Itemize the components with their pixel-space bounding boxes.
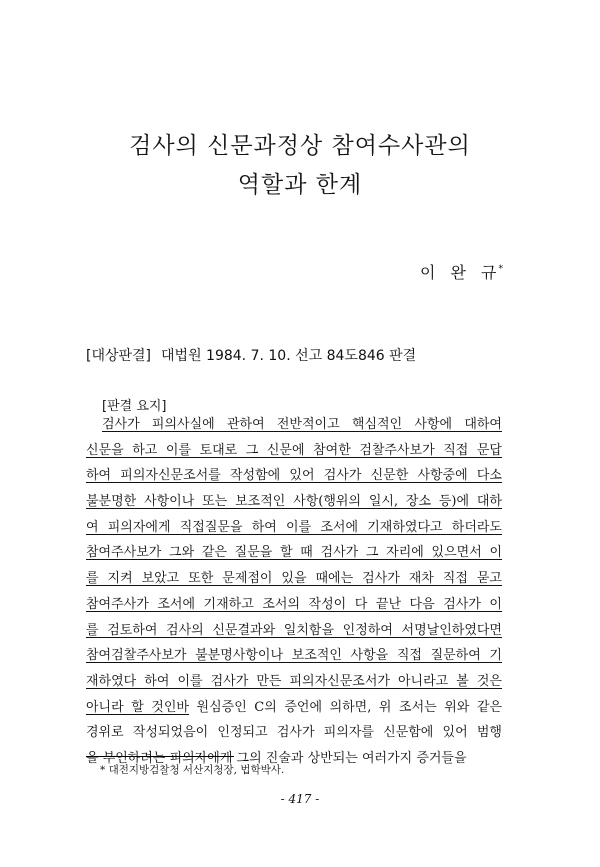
- footnote-divider: [86, 756, 234, 757]
- underlined-text: 신문을 하고 이를 토대로 그 신문에 참여한 검찰주사보가 직접 문답: [86, 442, 502, 458]
- body-line: [86, 412, 502, 438]
- body-line: [86, 515, 502, 541]
- author: [420, 260, 503, 283]
- body-line: [86, 489, 502, 515]
- underlined-text: 아니라 할 것인바: [86, 699, 189, 715]
- underlined-text: 참여주사보가 그와 같은 질문을 할 때 검사가 그 자리에 있으면서 이: [86, 545, 502, 561]
- summary-body: [86, 412, 502, 772]
- underlined-text: 재하였다 하여 이를 검사가 만든 피의자신문조서가 아니라고 볼 것은: [86, 673, 502, 689]
- underlined-text: 하여 피의자신문조서를 작성함에 있어 검사가 신문한 사항중에 다소: [86, 468, 502, 484]
- author-footnote-mark: *: [498, 264, 503, 275]
- plain-text: 을 부인하려는 피의자에게 그의 진술과 상반되는 여러가지 증거들을: [86, 750, 467, 766]
- case-reference-tag: [대상판결]: [86, 348, 152, 364]
- paper-title-line-2: 역할과 한계: [237, 172, 363, 198]
- author-name: 이 완 규: [419, 263, 499, 282]
- plain-text: 경위로 작성되었음이 인정되고 검사가 피의자를 신문함에 있어 범행: [86, 725, 502, 741]
- body-line: [86, 540, 502, 566]
- body-line: [86, 463, 502, 489]
- underlined-text: 여 피의자에게 직접질문을 하여 이를 조서에 기재하였다고 하더라도: [86, 519, 502, 535]
- underlined-text: 검사가 피의사실에 관하여 전반적이고 핵심적인 사항에 대하여: [102, 417, 502, 432]
- underlined-text: 불분명한 사항이나 또는 보조적인 사항(행위의 일시, 장소 등)에 대하: [86, 494, 502, 510]
- body-line: [86, 438, 502, 464]
- body-line: [86, 720, 502, 746]
- case-reference: [86, 345, 416, 365]
- footnote: * 대전지방검찰청 서산지청장, 법학박사.: [100, 764, 285, 776]
- body-line: [86, 566, 502, 592]
- paper-title-line-1: 검사의 신문과정상 참여수사관의: [129, 133, 471, 159]
- body-line: [86, 643, 502, 669]
- underlined-text: 를 지켜 보았고 또한 문제점이 있을 때에는 검사가 재차 직접 묻고: [86, 571, 502, 587]
- body-line: [86, 618, 502, 644]
- summary-heading: [판결 요지]: [102, 399, 167, 414]
- underlined-text: 참여검찰주사보가 불분명사항이나 보조적인 사항을 직접 질문하여 기: [86, 648, 502, 664]
- page-number: - 417 -: [280, 792, 320, 806]
- underlined-text: 참여주사가 조서에 기재하고 조서의 작성이 다 끝난 다음 검사가 이: [86, 596, 502, 612]
- body-line: [86, 695, 502, 721]
- case-reference-text: 대법원 1984. 7. 10. 선고 84도846 판결: [161, 348, 417, 364]
- underlined-text: 를 검토하여 검사의 신문결과와 일치함을 인정하여 서명날인하였다면: [86, 622, 502, 638]
- body-line: [86, 592, 502, 618]
- body-line: [86, 669, 502, 695]
- plain-text: 원심증인 C의 증언에 의하면, 위 조서는 위와 같은: [189, 699, 502, 715]
